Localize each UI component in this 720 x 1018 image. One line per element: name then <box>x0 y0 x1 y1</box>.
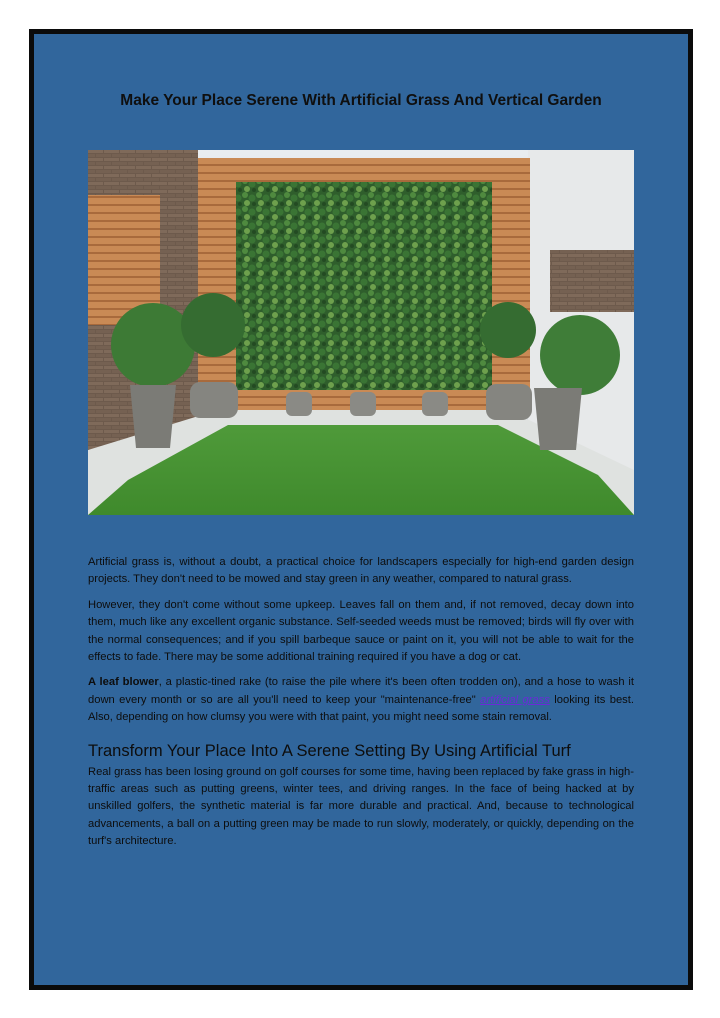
bold-text: A leaf blower <box>88 676 159 689</box>
section-heading: Transform Your Place Into A Serene Setting By Using Artificial Turf <box>88 741 571 760</box>
paragraph <box>88 674 634 726</box>
page-title: Make Your Place Serene With Artificial Grass And Vertical Garden <box>120 92 602 109</box>
document-page <box>29 29 693 990</box>
artificial-grass-link[interactable]: artificial grass <box>480 693 550 706</box>
paragraph: Real grass has been losing ground on golf courses for some time, having been replaced by fake grass in high-traffic areas such as putting greens, winter tees, and driving ranges. In the face of being hacked at by unskilled golfers, the synthetic material is far more durable and practical. And, because to technological advancements, a ball on a putting green may be made to run slowly, moderately, or quickly, depending on the turf's architecture. <box>88 765 634 848</box>
paragraph: Artificial grass is, without a doubt, a practical choice for landscapers especially for high-end garden design projects. They don't need to be mowed and stay green in any weather, compared to natural grass. <box>88 556 634 586</box>
paragraph-text: , a plastic-tined rake (to raise the pile where it's been often trodden on), and a hose to wash it down every month or so are all you'll need to keep your "maintenance-free" <box>88 676 635 706</box>
article-body <box>88 554 634 859</box>
garden-photo <box>88 150 634 515</box>
paragraph: However, they don't come without some upkeep. Leaves fall on them and, if not removed, decay down into them, much like any excellent organic substance. Self-seeded weeds must be removed; birds will fly over with the normal consequences; and if you spill barbeque sauce or paint on it, you will not be able to wait for the effects to fade. There may be some additional training required if you have a dog or cat. <box>88 598 634 664</box>
paragraph-text: looking its best. Also, depending on how clumsy you were with that paint, you might need some stain removal. <box>88 693 634 724</box>
